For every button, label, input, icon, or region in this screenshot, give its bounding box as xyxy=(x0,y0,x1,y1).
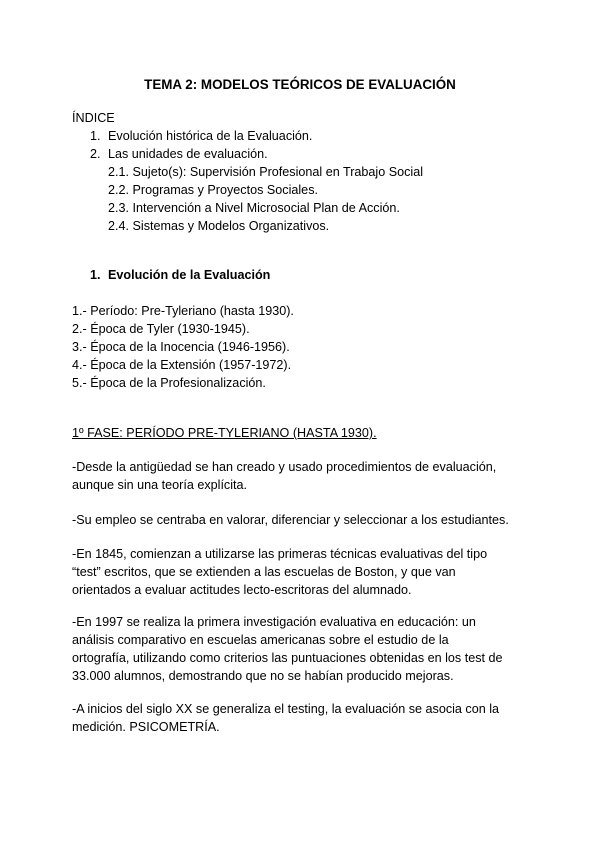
paragraph: -En 1997 se realiza la primera investigación evaluativa en educación: un análisis comparativo en escuelas americanas sobre el estudio de la ortografía, utilizando como criterios las puntuaciones obtenidas en los test de 33.000 alumnos, demostrando que no se habían producido mejoras. xyxy=(72,615,503,683)
paragraph: -En 1845, comienzan a utilizarse las primeras técnicas evaluativas del tipo “test” escritos, que se extienden a las escuelas de Boston, y que van orientados a evaluar actitudes lecto-escritoras del alumnado. xyxy=(72,547,488,597)
index-item: 1. Evolución histórica de la Evaluación. xyxy=(90,129,313,143)
paragraph: -Desde la antigüedad se han creado y usado procedimientos de evaluación, aunque sin una teoría explícita. xyxy=(72,460,497,492)
period-item: 3.- Época de la Inocencia (1946-1956). xyxy=(72,340,290,354)
index-heading: ÍNDICE xyxy=(72,111,115,125)
paragraph: -Su empleo se centraba en valorar, diferenciar y seleccionar a los estudiantes. xyxy=(72,513,509,527)
index-subitem: 2.3. Intervención a Nivel Microsocial Plan de Acción. xyxy=(108,201,400,215)
period-item: 4.- Época de la Extensión (1957-1972). xyxy=(72,358,292,372)
section-title: Evolución de la Evaluación xyxy=(108,268,271,282)
period-item: 2.- Época de Tyler (1930-1945). xyxy=(72,322,250,336)
paragraph: -A inicios del siglo XX se generaliza el testing, la evaluación se asocia con la medición. PSICOMETRÍA. xyxy=(72,702,500,734)
index-section xyxy=(72,109,532,235)
index-subitem: 2.4. Sistemas y Modelos Organizativos. xyxy=(108,219,330,233)
index-subitem: 2.2. Programas y Proyectos Sociales. xyxy=(108,183,318,197)
phase-heading: 1º FASE: PERÍODO PRE-TYLERIANO (HASTA 1930). xyxy=(72,426,377,440)
document-title: TEMA 2: MODELOS TEÓRICOS DE EVALUACIÓN xyxy=(144,77,456,92)
section-number: 1. xyxy=(90,268,101,282)
section-heading xyxy=(72,266,532,284)
period-item: 5.- Época de la Profesionalización. xyxy=(72,376,266,390)
index-subitem: 2.1. Sujeto(s): Supervisión Profesional en Trabajo Social xyxy=(108,165,424,179)
index-item: 2. Las unidades de evaluación. xyxy=(90,147,268,161)
periods-list xyxy=(72,302,532,392)
period-item: 1.- Período: Pre-Tyleriano (hasta 1930). xyxy=(72,304,294,318)
